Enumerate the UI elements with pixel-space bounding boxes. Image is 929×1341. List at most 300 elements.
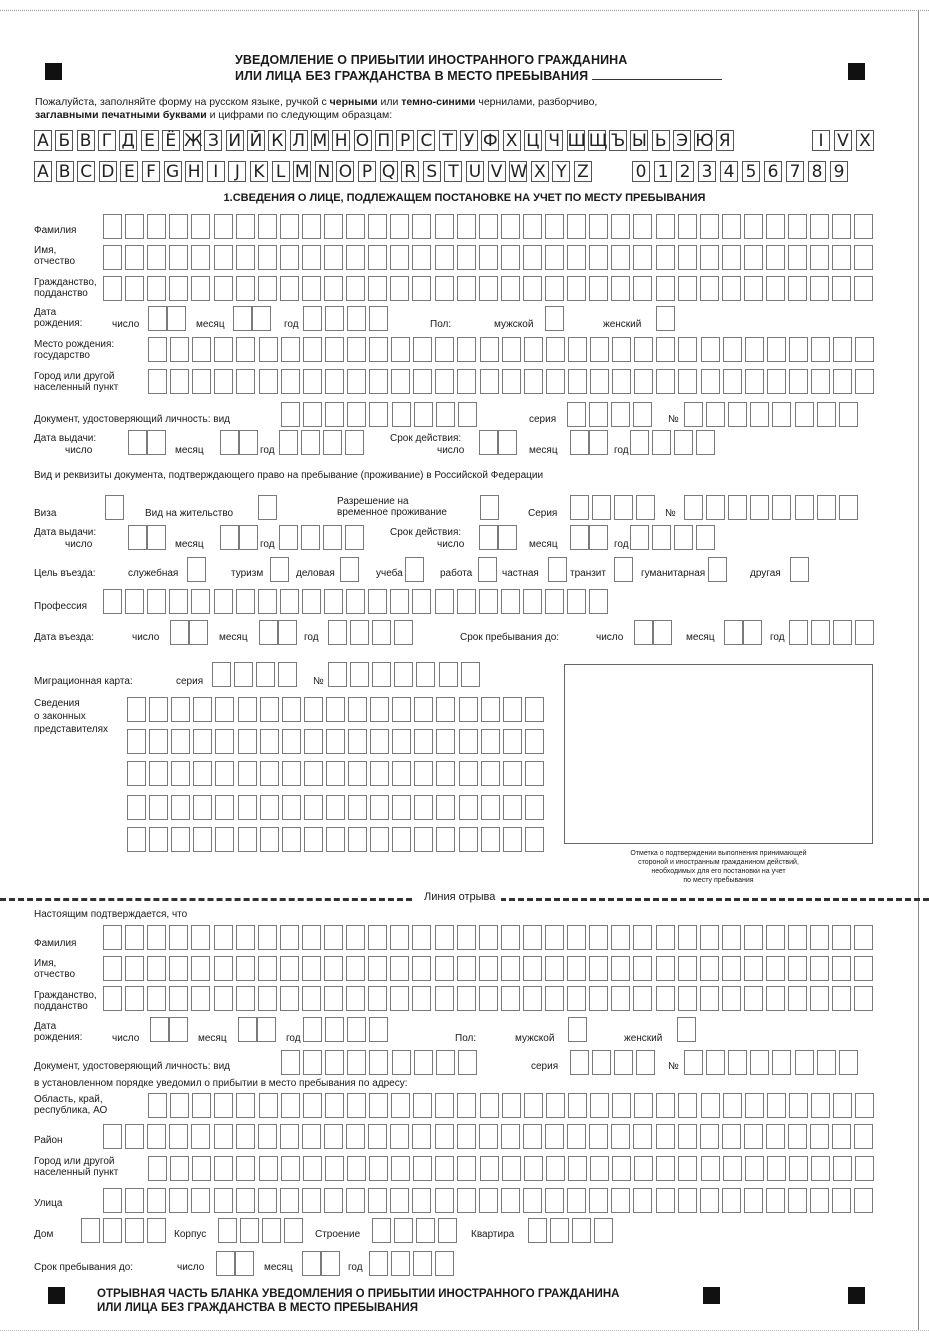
char-cell[interactable]	[370, 795, 389, 820]
char-cell[interactable]	[103, 1124, 122, 1149]
char-cell[interactable]	[479, 245, 498, 270]
char-cell[interactable]	[817, 402, 836, 427]
char-cell[interactable]	[127, 761, 146, 786]
char-cell[interactable]	[479, 956, 498, 981]
char-cell[interactable]	[832, 986, 851, 1011]
char-cell[interactable]	[810, 986, 829, 1011]
char-cell[interactable]	[810, 925, 829, 950]
char-cell[interactable]	[457, 1124, 476, 1149]
char-cell[interactable]	[457, 369, 476, 394]
char-cell[interactable]	[545, 1124, 564, 1149]
char-cell[interactable]	[439, 662, 458, 687]
char-cell[interactable]	[435, 925, 454, 950]
char-cell[interactable]	[633, 402, 652, 427]
char-cell[interactable]	[589, 925, 608, 950]
char-cell[interactable]	[789, 1156, 808, 1181]
char-cell[interactable]	[589, 986, 608, 1011]
char-cell[interactable]	[706, 402, 725, 427]
char-cell[interactable]	[435, 337, 454, 362]
char-cell[interactable]	[325, 369, 344, 394]
char-cell[interactable]	[281, 402, 300, 427]
char-cell[interactable]	[347, 1050, 366, 1075]
char-cell[interactable]	[302, 245, 321, 270]
char-cell[interactable]	[614, 1050, 633, 1075]
char-cell[interactable]	[772, 495, 791, 520]
char-cell[interactable]	[368, 276, 387, 301]
char-cell[interactable]	[589, 402, 608, 427]
char-cell[interactable]	[523, 245, 542, 270]
char-cell[interactable]	[589, 1188, 608, 1213]
char-cell[interactable]	[501, 925, 520, 950]
char-cell[interactable]	[457, 589, 476, 614]
char-cell[interactable]	[236, 1124, 255, 1149]
char-cell[interactable]	[745, 337, 764, 362]
char-cell[interactable]	[191, 276, 210, 301]
char-cell[interactable]	[125, 589, 144, 614]
char-cell[interactable]	[611, 276, 630, 301]
char-cell[interactable]	[855, 620, 874, 645]
char-cell[interactable]	[436, 1050, 455, 1075]
char-cell[interactable]	[701, 337, 720, 362]
char-cell[interactable]	[282, 729, 301, 754]
char-cell[interactable]	[128, 525, 147, 550]
char-cell[interactable]	[457, 1093, 476, 1118]
char-cell[interactable]	[479, 589, 498, 614]
char-cell[interactable]	[214, 1124, 233, 1149]
char-cell[interactable]	[525, 761, 544, 786]
char-cell[interactable]	[523, 589, 542, 614]
char-cell[interactable]	[236, 925, 255, 950]
char-cell[interactable]	[149, 795, 168, 820]
char-cell[interactable]	[392, 729, 411, 754]
char-cell[interactable]	[324, 1188, 343, 1213]
char-cell[interactable]	[811, 369, 830, 394]
char-cell[interactable]	[280, 1188, 299, 1213]
char-cell[interactable]	[302, 1124, 321, 1149]
char-cell[interactable]	[550, 1218, 569, 1243]
char-cell[interactable]	[147, 276, 166, 301]
char-cell[interactable]	[103, 986, 122, 1011]
char-cell[interactable]	[810, 276, 829, 301]
char-cell[interactable]	[700, 245, 719, 270]
char-cell[interactable]	[678, 1188, 697, 1213]
char-cell[interactable]	[457, 956, 476, 981]
char-cell[interactable]	[257, 1017, 276, 1042]
char-cell[interactable]	[436, 729, 455, 754]
char-cell[interactable]	[368, 589, 387, 614]
char-cell[interactable]	[503, 697, 522, 722]
char-cell[interactable]	[412, 245, 431, 270]
char-cell[interactable]	[326, 795, 345, 820]
char-cell[interactable]	[525, 795, 544, 820]
char-cell[interactable]	[324, 245, 343, 270]
char-cell[interactable]	[348, 761, 367, 786]
char-cell[interactable]	[833, 1156, 852, 1181]
char-cell[interactable]	[125, 1124, 144, 1149]
char-cell[interactable]	[368, 1124, 387, 1149]
char-cell[interactable]	[346, 276, 365, 301]
char-cell[interactable]	[281, 1156, 300, 1181]
char-cell[interactable]	[722, 245, 741, 270]
char-cell[interactable]	[304, 697, 323, 722]
char-cell[interactable]	[105, 495, 124, 520]
char-cell[interactable]	[236, 337, 255, 362]
char-cell[interactable]	[390, 245, 409, 270]
char-cell[interactable]	[567, 986, 586, 1011]
char-cell[interactable]	[750, 495, 769, 520]
char-cell[interactable]	[611, 1188, 630, 1213]
char-cell[interactable]	[103, 214, 122, 239]
char-cell[interactable]	[854, 276, 873, 301]
char-cell[interactable]	[435, 245, 454, 270]
char-cell[interactable]	[524, 1156, 543, 1181]
char-cell[interactable]	[855, 1156, 874, 1181]
char-cell[interactable]	[789, 337, 808, 362]
char-cell[interactable]	[678, 214, 697, 239]
char-cell[interactable]	[169, 589, 188, 614]
char-cell[interactable]	[479, 1124, 498, 1149]
char-cell[interactable]	[258, 495, 277, 520]
char-cell[interactable]	[656, 369, 675, 394]
char-cell[interactable]	[854, 986, 873, 1011]
char-cell[interactable]	[684, 495, 703, 520]
char-cell[interactable]	[103, 276, 122, 301]
char-cell[interactable]	[854, 1188, 873, 1213]
char-cell[interactable]	[545, 589, 564, 614]
char-cell[interactable]	[328, 662, 347, 687]
char-cell[interactable]	[390, 925, 409, 950]
char-cell[interactable]	[350, 620, 369, 645]
char-cell[interactable]	[236, 956, 255, 981]
char-cell[interactable]	[708, 557, 727, 582]
char-cell[interactable]	[340, 557, 359, 582]
char-cell[interactable]	[368, 956, 387, 981]
char-cell[interactable]	[706, 495, 725, 520]
char-cell[interactable]	[260, 697, 279, 722]
char-cell[interactable]	[215, 795, 234, 820]
char-cell[interactable]	[258, 1188, 277, 1213]
char-cell[interactable]	[546, 1093, 565, 1118]
char-cell[interactable]	[303, 1156, 322, 1181]
char-cell[interactable]	[855, 337, 874, 362]
char-cell[interactable]	[280, 986, 299, 1011]
char-cell[interactable]	[326, 761, 345, 786]
char-cell[interactable]	[193, 761, 212, 786]
char-cell[interactable]	[656, 956, 675, 981]
char-cell[interactable]	[545, 986, 564, 1011]
char-cell[interactable]	[810, 214, 829, 239]
char-cell[interactable]	[193, 827, 212, 852]
char-cell[interactable]	[262, 1218, 281, 1243]
char-cell[interactable]	[193, 795, 212, 820]
char-cell[interactable]	[147, 956, 166, 981]
char-cell[interactable]	[348, 729, 367, 754]
char-cell[interactable]	[280, 1124, 299, 1149]
char-cell[interactable]	[220, 430, 239, 455]
char-cell[interactable]	[724, 620, 743, 645]
char-cell[interactable]	[503, 729, 522, 754]
char-cell[interactable]	[678, 986, 697, 1011]
char-cell[interactable]	[744, 1188, 763, 1213]
char-cell[interactable]	[590, 337, 609, 362]
char-cell[interactable]	[525, 729, 544, 754]
char-cell[interactable]	[636, 495, 655, 520]
char-cell[interactable]	[674, 430, 693, 455]
char-cell[interactable]	[795, 402, 814, 427]
char-cell[interactable]	[502, 1156, 521, 1181]
char-cell[interactable]	[744, 276, 763, 301]
char-cell[interactable]	[457, 276, 476, 301]
char-cell[interactable]	[479, 214, 498, 239]
char-cell[interactable]	[394, 662, 413, 687]
char-cell[interactable]	[656, 245, 675, 270]
char-cell[interactable]	[436, 795, 455, 820]
char-cell[interactable]	[125, 245, 144, 270]
char-cell[interactable]	[523, 1124, 542, 1149]
char-cell[interactable]	[282, 697, 301, 722]
char-cell[interactable]	[280, 956, 299, 981]
char-cell[interactable]	[678, 1124, 697, 1149]
char-cell[interactable]	[435, 1156, 454, 1181]
char-cell[interactable]	[414, 827, 433, 852]
char-cell[interactable]	[103, 956, 122, 981]
char-cell[interactable]	[369, 1251, 388, 1276]
char-cell[interactable]	[147, 1188, 166, 1213]
char-cell[interactable]	[372, 662, 391, 687]
char-cell[interactable]	[656, 214, 675, 239]
char-cell[interactable]	[414, 402, 433, 427]
char-cell[interactable]	[325, 306, 344, 331]
char-cell[interactable]	[278, 662, 297, 687]
char-cell[interactable]	[833, 620, 852, 645]
char-cell[interactable]	[125, 925, 144, 950]
char-cell[interactable]	[811, 337, 830, 362]
char-cell[interactable]	[414, 729, 433, 754]
char-cell[interactable]	[258, 986, 277, 1011]
char-cell[interactable]	[567, 402, 586, 427]
char-cell[interactable]	[348, 827, 367, 852]
char-cell[interactable]	[745, 1093, 764, 1118]
char-cell[interactable]	[701, 1156, 720, 1181]
char-cell[interactable]	[766, 1124, 785, 1149]
char-cell[interactable]	[147, 589, 166, 614]
char-cell[interactable]	[368, 986, 387, 1011]
char-cell[interactable]	[832, 276, 851, 301]
char-cell[interactable]	[634, 1093, 653, 1118]
char-cell[interactable]	[795, 495, 814, 520]
char-cell[interactable]	[745, 369, 764, 394]
char-cell[interactable]	[789, 369, 808, 394]
char-cell[interactable]	[811, 1093, 830, 1118]
char-cell[interactable]	[436, 827, 455, 852]
char-cell[interactable]	[481, 795, 500, 820]
char-cell[interactable]	[700, 956, 719, 981]
char-cell[interactable]	[523, 986, 542, 1011]
char-cell[interactable]	[436, 761, 455, 786]
char-cell[interactable]	[169, 276, 188, 301]
char-cell[interactable]	[236, 1156, 255, 1181]
char-cell[interactable]	[817, 1050, 836, 1075]
char-cell[interactable]	[303, 306, 322, 331]
char-cell[interactable]	[696, 525, 715, 550]
char-cell[interactable]	[674, 525, 693, 550]
char-cell[interactable]	[390, 1188, 409, 1213]
char-cell[interactable]	[239, 525, 258, 550]
char-cell[interactable]	[236, 214, 255, 239]
char-cell[interactable]	[125, 1188, 144, 1213]
char-cell[interactable]	[656, 925, 675, 950]
char-cell[interactable]	[370, 827, 389, 852]
char-cell[interactable]	[612, 1156, 631, 1181]
char-cell[interactable]	[480, 369, 499, 394]
char-cell[interactable]	[772, 1050, 791, 1075]
char-cell[interactable]	[192, 369, 211, 394]
char-cell[interactable]	[391, 337, 410, 362]
char-cell[interactable]	[170, 620, 189, 645]
char-cell[interactable]	[589, 276, 608, 301]
char-cell[interactable]	[279, 525, 298, 550]
char-cell[interactable]	[302, 1251, 321, 1276]
char-cell[interactable]	[436, 697, 455, 722]
char-cell[interactable]	[744, 214, 763, 239]
char-cell[interactable]	[854, 956, 873, 981]
char-cell[interactable]	[678, 956, 697, 981]
char-cell[interactable]	[435, 1093, 454, 1118]
char-cell[interactable]	[656, 337, 675, 362]
char-cell[interactable]	[546, 369, 565, 394]
char-cell[interactable]	[281, 1050, 300, 1075]
char-cell[interactable]	[634, 620, 653, 645]
char-cell[interactable]	[832, 1188, 851, 1213]
char-cell[interactable]	[706, 1050, 725, 1075]
char-cell[interactable]	[324, 1124, 343, 1149]
char-cell[interactable]	[192, 1156, 211, 1181]
char-cell[interactable]	[810, 1188, 829, 1213]
char-cell[interactable]	[345, 430, 364, 455]
char-cell[interactable]	[258, 925, 277, 950]
char-cell[interactable]	[459, 697, 478, 722]
char-cell[interactable]	[238, 761, 257, 786]
char-cell[interactable]	[766, 245, 785, 270]
char-cell[interactable]	[502, 1093, 521, 1118]
char-cell[interactable]	[191, 1188, 210, 1213]
char-cell[interactable]	[125, 986, 144, 1011]
char-cell[interactable]	[191, 214, 210, 239]
char-cell[interactable]	[567, 589, 586, 614]
char-cell[interactable]	[481, 827, 500, 852]
char-cell[interactable]	[259, 369, 278, 394]
char-cell[interactable]	[390, 214, 409, 239]
char-cell[interactable]	[303, 402, 322, 427]
char-cell[interactable]	[170, 369, 189, 394]
char-cell[interactable]	[788, 925, 807, 950]
char-cell[interactable]	[567, 1188, 586, 1213]
char-cell[interactable]	[171, 795, 190, 820]
char-cell[interactable]	[414, 697, 433, 722]
char-cell[interactable]	[498, 430, 517, 455]
char-cell[interactable]	[788, 956, 807, 981]
char-cell[interactable]	[611, 214, 630, 239]
char-cell[interactable]	[368, 925, 387, 950]
char-cell[interactable]	[766, 214, 785, 239]
char-cell[interactable]	[390, 986, 409, 1011]
char-cell[interactable]	[280, 214, 299, 239]
char-cell[interactable]	[148, 1156, 167, 1181]
char-cell[interactable]	[103, 925, 122, 950]
char-cell[interactable]	[302, 589, 321, 614]
char-cell[interactable]	[412, 1124, 431, 1149]
char-cell[interactable]	[390, 1124, 409, 1149]
char-cell[interactable]	[436, 402, 455, 427]
char-cell[interactable]	[592, 495, 611, 520]
char-cell[interactable]	[169, 245, 188, 270]
char-cell[interactable]	[589, 245, 608, 270]
char-cell[interactable]	[630, 525, 649, 550]
char-cell[interactable]	[459, 827, 478, 852]
char-cell[interactable]	[594, 1218, 613, 1243]
char-cell[interactable]	[839, 1050, 858, 1075]
char-cell[interactable]	[259, 337, 278, 362]
char-cell[interactable]	[260, 729, 279, 754]
char-cell[interactable]	[368, 214, 387, 239]
char-cell[interactable]	[147, 986, 166, 1011]
char-cell[interactable]	[148, 1093, 167, 1118]
char-cell[interactable]	[633, 1188, 652, 1213]
char-cell[interactable]	[281, 369, 300, 394]
char-cell[interactable]	[392, 795, 411, 820]
char-cell[interactable]	[392, 1050, 411, 1075]
char-cell[interactable]	[390, 956, 409, 981]
char-cell[interactable]	[745, 1156, 764, 1181]
char-cell[interactable]	[614, 557, 633, 582]
char-cell[interactable]	[833, 337, 852, 362]
char-cell[interactable]	[728, 495, 747, 520]
char-cell[interactable]	[435, 1124, 454, 1149]
char-cell[interactable]	[412, 956, 431, 981]
char-cell[interactable]	[412, 214, 431, 239]
char-cell[interactable]	[811, 1156, 830, 1181]
char-cell[interactable]	[839, 495, 858, 520]
char-cell[interactable]	[149, 761, 168, 786]
char-cell[interactable]	[589, 525, 608, 550]
char-cell[interactable]	[171, 697, 190, 722]
char-cell[interactable]	[324, 925, 343, 950]
char-cell[interactable]	[634, 1156, 653, 1181]
char-cell[interactable]	[304, 761, 323, 786]
char-cell[interactable]	[459, 761, 478, 786]
char-cell[interactable]	[149, 827, 168, 852]
char-cell[interactable]	[722, 214, 741, 239]
char-cell[interactable]	[678, 337, 697, 362]
char-cell[interactable]	[750, 1050, 769, 1075]
char-cell[interactable]	[405, 557, 424, 582]
char-cell[interactable]	[169, 214, 188, 239]
char-cell[interactable]	[103, 1218, 122, 1243]
char-cell[interactable]	[545, 925, 564, 950]
char-cell[interactable]	[193, 729, 212, 754]
char-cell[interactable]	[833, 1093, 852, 1118]
char-cell[interactable]	[214, 1093, 233, 1118]
char-cell[interactable]	[280, 925, 299, 950]
char-cell[interactable]	[280, 245, 299, 270]
char-cell[interactable]	[524, 369, 543, 394]
char-cell[interactable]	[301, 430, 320, 455]
char-cell[interactable]	[568, 1093, 587, 1118]
char-cell[interactable]	[678, 276, 697, 301]
char-cell[interactable]	[723, 1156, 742, 1181]
char-cell[interactable]	[323, 430, 342, 455]
char-cell[interactable]	[678, 1156, 697, 1181]
